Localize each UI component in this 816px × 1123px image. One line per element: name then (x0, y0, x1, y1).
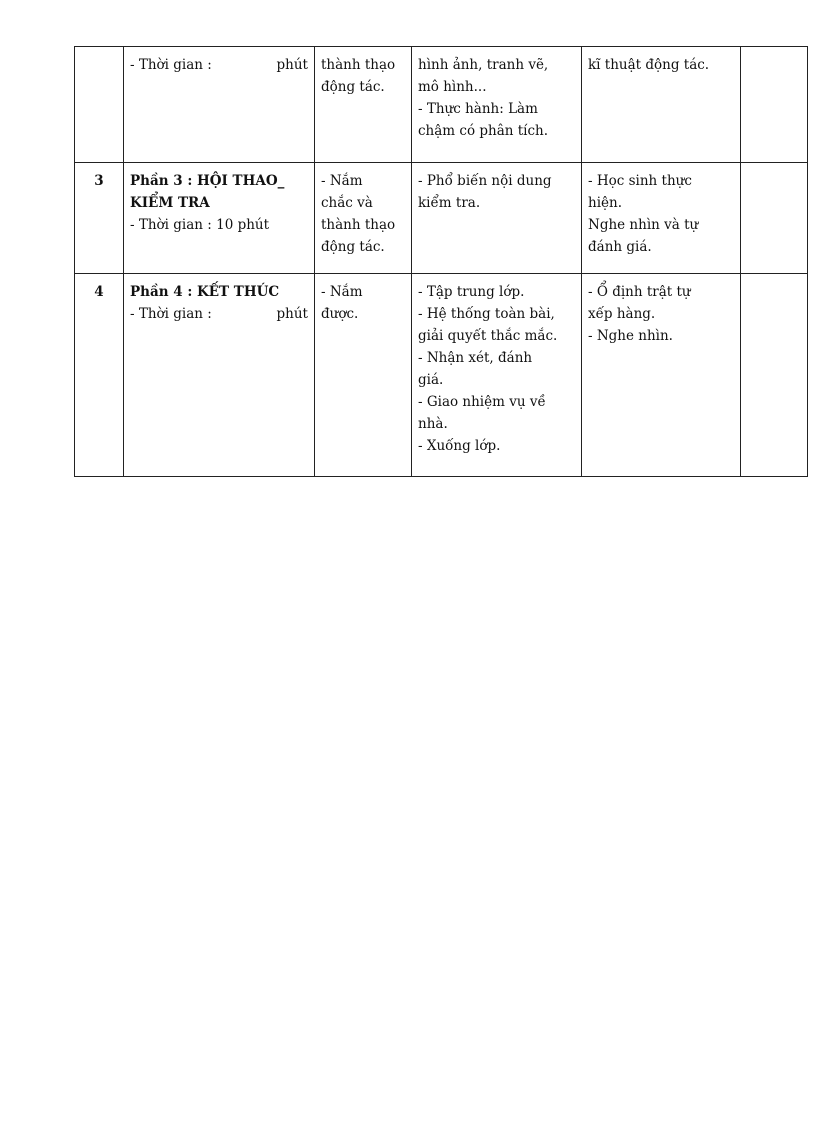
student-cell (582, 47, 741, 163)
time-label: - Thời gian : 10 phút (130, 217, 270, 233)
section-label: Phần 4 (130, 284, 183, 300)
lesson-plan-table (74, 46, 808, 477)
row-number-cell: 3 (75, 163, 124, 274)
goal-cell (315, 274, 412, 477)
time-label: - Thời gian : (130, 57, 212, 73)
teacher-line: - Thực hành: Làm (418, 101, 538, 117)
teacher-line: giá. (418, 372, 444, 388)
section-label: Phần 3 (130, 173, 183, 189)
section-title (130, 170, 308, 192)
section-title (130, 281, 308, 303)
teacher-cell (412, 274, 582, 477)
student-line: - Nghe nhìn. (588, 328, 673, 344)
note-cell (741, 47, 808, 163)
student-line: - Ổ định trật tự (588, 284, 691, 300)
table-row (75, 274, 808, 477)
student-cell (582, 163, 741, 274)
goal-line: - Nắm (321, 284, 363, 300)
table-row (75, 163, 808, 274)
content-cell (124, 163, 315, 274)
time-line (130, 54, 308, 76)
teacher-cell (412, 163, 582, 274)
teacher-line: - Tập trung lớp. (418, 284, 525, 300)
time-label: - Thời gian : (130, 306, 212, 322)
teacher-line: nhà. (418, 416, 448, 432)
goal-line: động tác. (321, 239, 385, 255)
section-name: : HỘI THAO_ (182, 173, 285, 189)
teacher-line: chậm có phân tích. (418, 123, 549, 139)
student-line: đánh giá. (588, 239, 652, 255)
teacher-line: kiểm tra. (418, 195, 481, 211)
time-line (130, 303, 308, 325)
note-cell (741, 163, 808, 274)
student-line: Nghe nhìn và tự (588, 217, 699, 233)
goal-cell (315, 163, 412, 274)
goal-line: thành thạo (321, 217, 396, 233)
student-line: kĩ thuật động tác. (588, 57, 710, 73)
row-number-cell (75, 47, 124, 163)
goal-cell (315, 47, 412, 163)
time-value: phút (276, 306, 308, 322)
teacher-line: - Nhận xét, đánh (418, 350, 533, 366)
note-cell (741, 274, 808, 477)
content-cell (124, 274, 315, 477)
content-cell (124, 47, 315, 163)
section-title-line2: KIỂM TRA (130, 195, 210, 211)
teacher-line: - Phổ biến nội dung (418, 173, 552, 189)
teacher-line: giải quyết thắc mắc. (418, 328, 558, 344)
student-cell (582, 274, 741, 477)
teacher-line: - Xuống lớp. (418, 438, 501, 454)
goal-line: thành thạo (321, 57, 396, 73)
teacher-line: hình ảnh, tranh vẽ, (418, 57, 549, 73)
section-name: : KẾT THÚC (182, 284, 280, 300)
table-row (75, 47, 808, 163)
student-line: xếp hàng. (588, 306, 656, 322)
goal-line: động tác. (321, 79, 385, 95)
teacher-cell (412, 47, 582, 163)
student-line: hiện. (588, 195, 622, 211)
time-value: phút (276, 57, 308, 73)
student-line: - Học sinh thực (588, 173, 692, 189)
row-number-cell: 4 (75, 274, 124, 477)
teacher-line: mô hình... (418, 79, 487, 95)
goal-line: chắc và (321, 195, 373, 211)
teacher-line: - Hệ thống toàn bài, (418, 306, 555, 322)
goal-line: được. (321, 306, 359, 322)
teacher-line: - Giao nhiệm vụ về (418, 394, 546, 410)
goal-line: - Nắm (321, 173, 363, 189)
